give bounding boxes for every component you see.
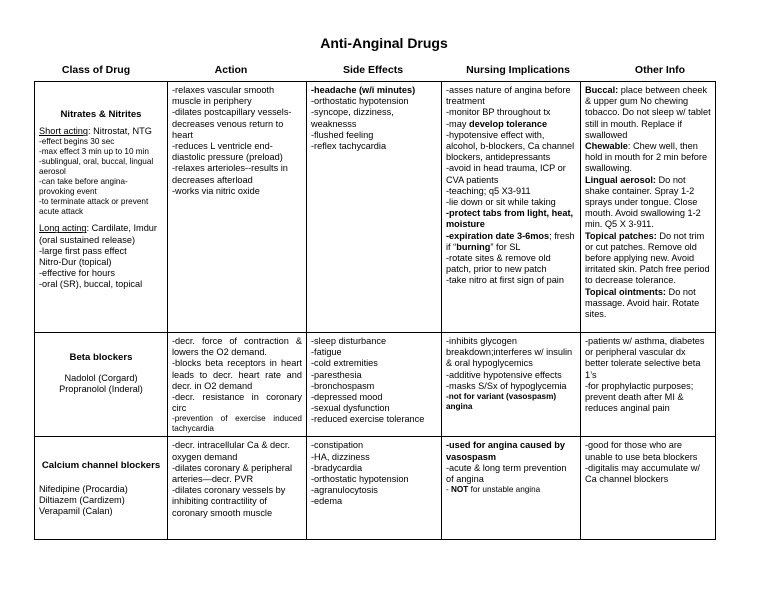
long-acting-label: Long acting — [39, 223, 87, 234]
cell-nitrates-other — [581, 82, 716, 333]
nursing-item: -avoid in head trauma, ICP or CVA patients — [446, 163, 566, 185]
drug-class-name: Nitrates & Nitrites — [60, 109, 142, 120]
nursing-item: -asses nature of angina before treatment — [446, 85, 571, 107]
drug-table — [34, 81, 716, 540]
side-effect-item: -bradycardia — [311, 462, 363, 473]
short-note: -effect begins 30 sec — [39, 137, 115, 147]
nursing-emphasis: develop tolerance — [468, 118, 548, 129]
side-effect-item: -flushed feeling — [311, 129, 374, 140]
side-effect-item: -sexual dysfunction — [311, 403, 390, 414]
drug-item: Nifedipine (Procardia) — [39, 483, 128, 494]
header-action: Action — [214, 64, 248, 76]
side-effect-item: -cold extremities — [311, 358, 378, 369]
cell-beta-nursing — [442, 333, 581, 437]
nursing-item: -acute & long term prevention of angina — [446, 462, 567, 485]
table-row-beta-blockers — [35, 333, 716, 437]
header-class-of-drug: Class of Drug — [61, 64, 131, 76]
nursing-item: -teaching; q5 X3-911 — [446, 185, 531, 196]
info-text: -for prophylactic purposes; prevent death after MI & reduces anginal pain — [585, 380, 694, 414]
info-label: Lingual aerosol: — [585, 174, 656, 185]
info-text: -digitalis may accumulate w/ Ca channel blockers — [585, 462, 700, 485]
long-note: Nitro-Dur (topical) — [39, 257, 112, 268]
nursing-item: -hypotensive effect with, alcohol, b-blockers, Ca channel blockers, antidepressants — [446, 129, 575, 163]
nursing-item: ; fresh if “ — [446, 230, 575, 252]
drug-item: Diltiazem (Cardizem) — [39, 494, 125, 505]
side-effect-item: -edema — [311, 496, 343, 507]
short-note: -max effect 3 min up to 10 min — [39, 147, 149, 157]
page-title: Anti-Anginal Drugs — [320, 35, 448, 51]
nursing-item: -take nitro at first sign of pain — [446, 275, 564, 286]
cell-beta-class — [35, 333, 168, 437]
nursing-item: for unstable angina — [468, 485, 541, 495]
short-acting-label: Short acting — [39, 126, 89, 137]
nursing-item: -monitor BP throughout tx — [446, 107, 551, 118]
cell-calcium-class — [35, 437, 168, 540]
nursing-emphasis: NOT — [451, 485, 469, 495]
nursing-item: -may — [446, 118, 469, 129]
info-text: Do not massage. Avoid hair. Rotate sites. — [585, 286, 700, 320]
cell-nitrates-action — [168, 82, 307, 333]
action-item: -decr. intracellular Ca & decr. oxygen demand — [172, 440, 290, 462]
nursing-item: -lie down or sit while taking — [446, 197, 556, 208]
info-text: : Chew well, then hold in mouth for 2 min before swallowing. — [585, 141, 708, 174]
nursing-item: -masks S/Sx of hypoglycemia — [446, 380, 567, 391]
cell-beta-other — [581, 333, 716, 437]
side-effect-item: -bronchospasm — [311, 380, 375, 391]
side-effect-item: -constipation — [311, 440, 364, 451]
action-item: -decr. resistance in coronary circ — [172, 392, 302, 414]
short-note: -can take before angina-provoking event — [39, 177, 128, 197]
table-row-nitrates — [35, 82, 716, 333]
cell-beta-side-effects — [307, 333, 442, 437]
cell-nitrates-nursing — [442, 82, 581, 333]
long-note: -oral (SR), buccal, topical — [39, 279, 143, 290]
info-text: Do not trim or cut patches. Remove old before applying new. Avoid irritated skin. Patch free period to decrease tolerance. — [585, 230, 710, 286]
drug-class-name: Calcium channel blockers — [41, 460, 161, 472]
info-text: -patients w/ asthma, diabetes or peripheral vascular dx better tolerate selective beta 1’s — [585, 336, 705, 380]
drug-class-name: Beta blockers — [69, 352, 133, 363]
short-note: -sublingual, oral, buccal, lingual aerosol — [39, 157, 154, 177]
action-item: -prevention of exercise induced tachycardia — [172, 414, 302, 434]
long-note: -effective for hours — [39, 268, 115, 279]
cell-nitrates-side-effects — [307, 82, 442, 333]
nursing-emphasis: -expiration date 3-6mos — [446, 230, 550, 241]
short-acting-drugs: : Nitrostat, NTG — [88, 126, 152, 137]
side-effect-item: -HA, dizziness — [311, 451, 370, 462]
side-effect-item: -fatigue — [311, 347, 342, 358]
info-text: -good for those who are unable to use beta blockers — [585, 440, 698, 462]
drug-item: Nadolol (Corgard) — [64, 373, 138, 384]
header-nursing-implications: Nursing Implications — [466, 64, 570, 76]
info-label: Topical ointments: — [585, 286, 666, 297]
action-item: -works via nitric oxide — [172, 185, 260, 196]
cell-beta-action — [168, 333, 307, 437]
side-effect-item: -orthostatic hypotension — [311, 474, 409, 485]
long-acting-drugs: : Cardilate, Imdur (oral sustained release) — [39, 223, 157, 245]
header-other-info: Other Info — [634, 64, 686, 76]
drug-item: Verapamil (Calan) — [39, 506, 113, 517]
action-item: -relaxes vascular smooth muscle in periphery — [172, 85, 275, 107]
drug-item: Propranolol (Inderal) — [59, 384, 143, 395]
action-item: -reduces L ventricle end-diastolic pressure (preload) — [172, 141, 283, 163]
action-item: -blocks beta receptors in heart leads to decr. heart rate and decr. in O2 demand — [172, 358, 302, 391]
cell-calcium-nursing — [442, 437, 581, 540]
action-item: -dilates postcapillary vessels-decreases venous return to heart — [172, 107, 292, 140]
action-item: -decr. force of contraction & lowers the O2 demand. — [172, 336, 302, 358]
side-effect-item: -sleep disturbance — [311, 336, 387, 346]
side-effect-item: -headache (w/i minutes) — [311, 85, 416, 95]
cell-calcium-action — [168, 437, 307, 540]
nursing-emphasis: -not for variant (vasospasm) angina — [446, 392, 557, 412]
side-effect-item: -reduced exercise tolerance — [311, 414, 425, 425]
header-side-effects: Side Effects — [342, 64, 404, 76]
info-text: place between cheek & upper gum No chewing tobacco. Do not sleep w/ tablet still in mouth. Replace if swallowed — [585, 85, 711, 140]
short-note: -to terminate attack or prevent acute attack — [39, 197, 149, 217]
side-effect-item: -orthostatic hypotension — [311, 96, 409, 107]
nursing-item: -protect tabs from light, heat, moisture — [446, 208, 574, 230]
nursing-item: -additive hypotensive effects — [446, 369, 562, 380]
side-effect-item: -agranulocytosis — [311, 485, 378, 496]
side-effect-item: -syncope, dizziness, weaknesss — [311, 107, 394, 129]
nursing-emphasis: burning — [456, 241, 491, 252]
cell-calcium-side-effects — [307, 437, 442, 540]
side-effect-item: -reflex tachycardia — [311, 141, 387, 152]
nursing-emphasis: -used for angina caused by vasospasm — [446, 440, 565, 462]
nursing-item: -inhibits glycogen breakdown;interferes w/ insulin & oral hypoglycemics — [446, 336, 573, 369]
info-label: Buccal: — [585, 85, 619, 95]
side-effect-item: -paresthesia — [311, 369, 362, 380]
cell-calcium-other — [581, 437, 716, 540]
table-row-calcium-channel-blockers — [35, 437, 716, 540]
info-text: Do not shake container. Spray 1-2 sprays under tongue. Close mouth. Avoid swallowing 1-2 min. Q5 X 3-911. — [585, 174, 701, 230]
info-label: Chewable — [585, 141, 628, 152]
action-item: -dilates coronary & peripheral arteries—decr. PVR — [172, 462, 293, 485]
nursing-item: - — [446, 485, 452, 495]
nursing-item: -rotate sites & remove old patch, prior to new patch — [446, 253, 551, 275]
action-item: -dilates coronary vessels by inhibiting contractility of coronary smooth muscle — [172, 485, 286, 518]
info-label: Topical patches: — [585, 230, 657, 241]
cell-nitrates-class — [35, 82, 168, 333]
action-item: -relaxes arterioles--results in decreases afterload — [172, 163, 288, 185]
side-effect-item: -depressed mood — [311, 392, 383, 403]
nursing-item: ” for SL — [490, 241, 521, 252]
long-note: -large first pass effect — [39, 245, 127, 256]
